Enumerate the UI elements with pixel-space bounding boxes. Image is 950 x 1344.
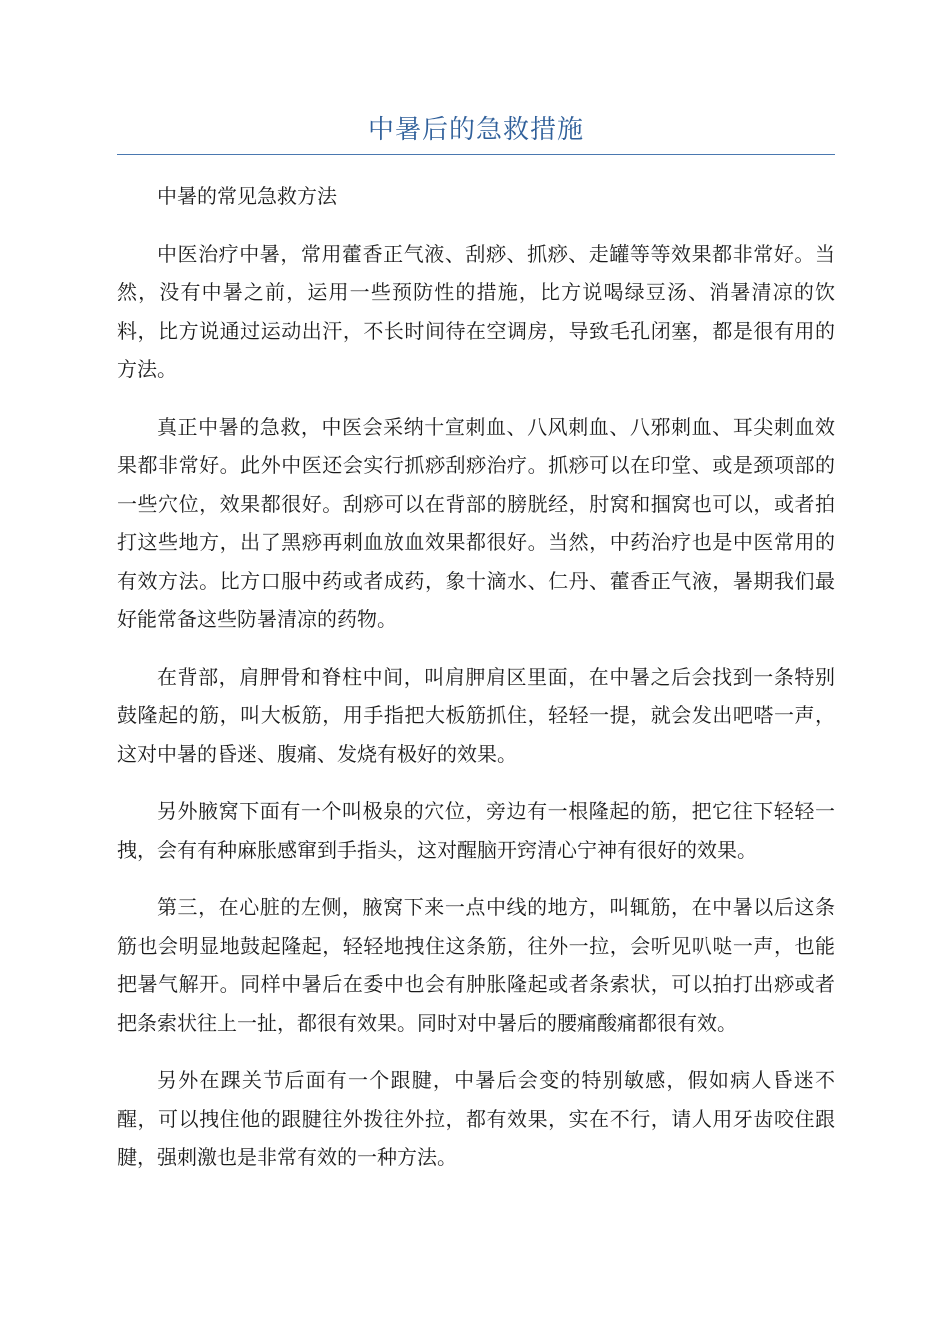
paragraph-chest-tendon: 第三，在心脏的左侧，腋窝下来一点中线的地方，叫辄筋，在中暑以后这条筋也会明显地鼓起隆起，轻轻地拽住这条筋，往外一拉，会听见叭哒一声，也能把暑气解开。同样中暑后在委中也会有肿胀隆起或者条索状，可以拍打出痧或者把条索状往上一扯，都很有效果。同时对中暑后的腰痛酸痛都很有效。	[117, 895, 835, 1035]
paragraph-achilles-tendon: 另外在踝关节后面有一个跟腱，中暑后会变的特别敏感，假如病人昏迷不醒，可以拽住他的跟腱往外拨往外拉，都有效果，实在不行，请人用牙齿咬住跟腱，强刺激也是非常有效的一种方法。	[117, 1068, 835, 1169]
section-subheading: 中暑的常见急救方法	[157, 184, 337, 208]
paragraph-emergency-bloodletting: 真正中暑的急救，中医会采纳十宣刺血、八风刺血、八邪刺血、耳尖刺血效果都非常好。此外中医还会实行抓痧刮痧治疗。抓痧可以在印堂、或是颈项部的一些穴位，效果都很好。刮痧可以在背部的膀胱经，肘窝和掴窝也可以，或者拍打这些地方，出了黑痧再刺血放血效果都很好。当然，中药治疗也是中医常用的有效方法。比方口服中药或者成药，象十滴水、仁丹、藿香正气液，暑期我们最好能常备这些防暑清凉的药物。	[117, 414, 835, 631]
title-underline	[117, 154, 835, 155]
paragraph-back-tendon: 在背部，肩胛骨和脊柱中间，叫肩胛肩区里面，在中暑之后会找到一条特别鼓隆起的筋，叫大板筋，用手指把大板筋抓住，轻轻一提，就会发出吧嗒一声，这对中暑的昏迷、腹痛、发烧有极好的效果。	[117, 664, 835, 766]
paragraph-armpit-point: 另外腋窝下面有一个叫极泉的穴位，旁边有一根隆起的筋，把它往下轻轻一拽，会有有种麻胀感窜到手指头，这对醒脑开窍清心宁神有很好的效果。	[117, 799, 835, 862]
document-title: 中暑后的急救措施	[367, 115, 584, 145]
paragraph-tcm-treatment: 中医治疗中暑，常用藿香正气液、刮痧、抓痧、走罐等等效果都非常好。当然，没有中暑之前，运用一些预防性的措施，比方说喝绿豆汤、消暑清凉的饮料，比方说通过运动出汗，不长时间待在空调房，导致毛孔闭塞，都是很有用的方法。	[117, 241, 835, 381]
document-body	[117, 177, 835, 1196]
